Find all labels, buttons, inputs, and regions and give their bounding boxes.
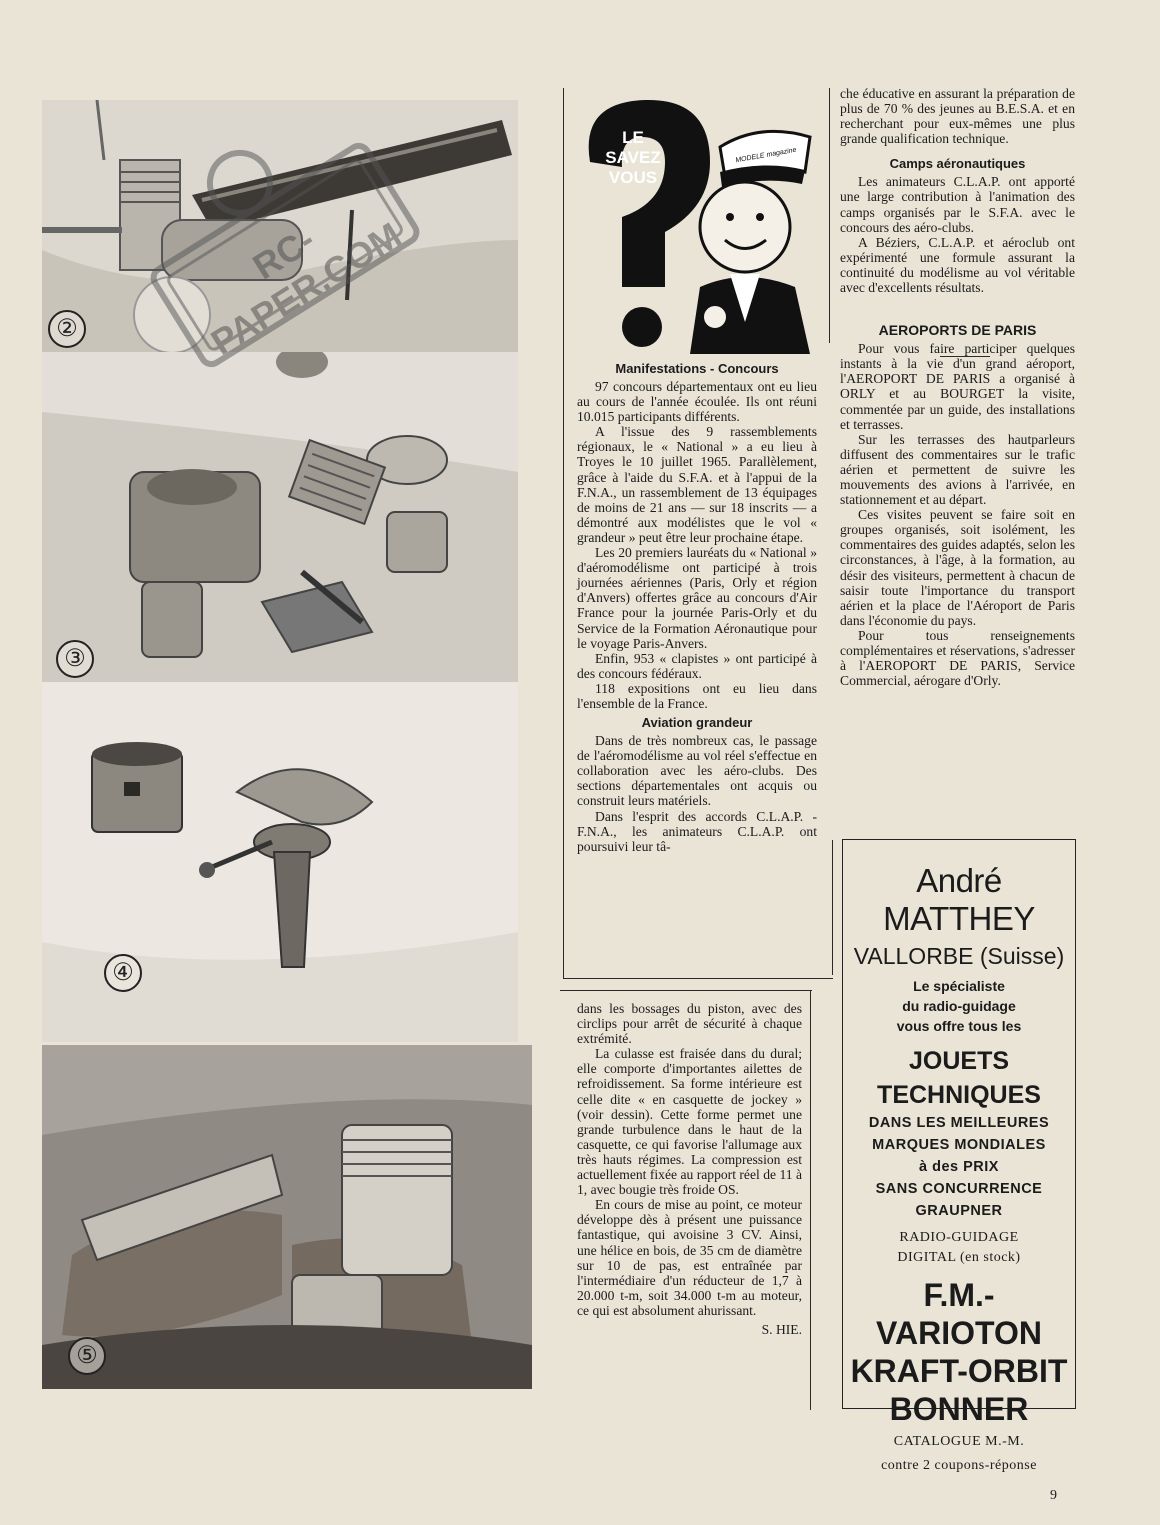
ad-coupon: contre 2 coupons-réponse bbox=[881, 1458, 1037, 1473]
block-rule bbox=[560, 990, 812, 991]
paragraph: 118 expositions ont eu lieu dans l'ensemble de la France. bbox=[577, 680, 817, 711]
column-divider bbox=[832, 840, 833, 975]
ad-catalogue: CATALOGUE M.-M. bbox=[893, 1434, 1025, 1449]
column-engine-article bbox=[577, 1001, 802, 1337]
cartoon-le-savez-vous bbox=[570, 92, 825, 354]
author-signature: S. HIE. bbox=[761, 1321, 802, 1337]
cartoon-title: LE SAVEZ VOUS bbox=[605, 128, 661, 187]
paragraph: Pour tous renseignements complémentaires et réservations, s'adresser à l'AEROPORT DE PARIS, Service Commercial, aérogare d'Orly. bbox=[840, 627, 1075, 689]
ad-line: vous offre tous les bbox=[896, 1018, 1022, 1034]
ad-line: MARQUES MONDIALES bbox=[872, 1137, 1046, 1153]
advertisement-matthey bbox=[842, 839, 1076, 1473]
ad-line: à des PRIX bbox=[919, 1159, 999, 1175]
paragraph: Enfin, 953 « clapistes » ont participé à des concours fédéraux. bbox=[577, 650, 817, 681]
column-divider bbox=[829, 88, 830, 343]
paragraph: En cours de mise au point, ce moteur développe dès à présent une puissance fantastique, qui avoisine 3 CV. Ainsi, une hélice en bois, de 35 cm de diamètre sur 10 de pas, est entraînée par l'intermédiaire d'un réducteur de 1,7 à 20.000 t-m, soit 34.000 t-m au moteur, ce qui est absolument ahurissant. bbox=[577, 1197, 802, 1318]
photo-engine-in-hands bbox=[42, 1045, 532, 1389]
page-number: 9 bbox=[1050, 1488, 1057, 1503]
paragraph: Les 20 premiers lauréats du « National » d'aéromodélisme ont participé à trois journées aériennes (Paris, Orly et région d'Anvers) offertes grâce au concours d'Air France pour la journée Paris-Orly et du Service de la Formation Aéronautique pour le voyage Paris-Anvers. bbox=[577, 545, 817, 651]
paragraph: dans les bossages du piston, avec des circlips pour arrêt de sécurité à chaque extrémité. bbox=[577, 1001, 802, 1047]
paragraph: Sur les terrasses des hautparleurs diffusent des commentaires sur le trafic aérien et permettent de suivre les mouvements des avions à l'arrivée, en stationnement et au départ. bbox=[840, 431, 1075, 508]
paragraph: Ces visites peuvent se faire soit en groupes organisés, soit isolément, les commentaires des guides adaptés, selon les circonstances, à l'âge, à la formation, au désir des visiteurs, permettent à chacun de saisir toute l'importance du transport aérien et la place de l'Aéroport de Paris dans l'économie du pays. bbox=[840, 507, 1075, 628]
column-manifestations bbox=[577, 357, 817, 854]
ad-line: DIGITAL (en stock) bbox=[897, 1250, 1021, 1265]
ad-line: DANS LES MEILLEURES bbox=[868, 1115, 1050, 1131]
heading-camps: Camps aéronautiques bbox=[889, 156, 1026, 172]
watermark-text: RC-PAPER.COM bbox=[203, 214, 409, 363]
ad-brand: F.M.-VARIOTON bbox=[876, 1277, 1042, 1351]
photo-piston-crankshaft bbox=[42, 682, 518, 1042]
photo-number: ④ bbox=[104, 954, 142, 992]
ad-city: VALLORBE (Suisse) bbox=[853, 943, 1065, 969]
photo-number: ③ bbox=[56, 640, 94, 678]
ad-brand: BONNER bbox=[889, 1391, 1029, 1427]
heading-aeroports: AEROPORTS DE PARIS bbox=[878, 322, 1037, 339]
ad-company-name: André MATTHEY bbox=[883, 862, 1035, 937]
paragraph: A l'issue des 9 rassemblements régionaux, le « National » a eu lieu à Troyes le 10 juillet 1965. Parallèlement, grâce à l'aide du S.F.A. et à l'appui de la F.N.A., un rassemblement de 13 équipages de moins de 21 ans — sur 18 inscrits — a démontré aux modélistes que le vol « grandeur » peut être leur prochaine étape. bbox=[577, 424, 817, 545]
column-divider bbox=[563, 88, 564, 978]
paragraph: A Béziers, C.L.A.P. et aéroclub ont expérimenté une formule assurant la continuité du modélisme au vol véritable avec d'excellents résultats. bbox=[840, 234, 1075, 296]
photo-number: ⑤ bbox=[68, 1337, 106, 1375]
ad-line: SANS CONCURRENCE bbox=[875, 1181, 1043, 1197]
ad-brand: KRAFT-ORBIT bbox=[850, 1353, 1068, 1389]
ad-brand: GRAUPNER bbox=[915, 1203, 1003, 1219]
ad-line: Le spécialiste bbox=[913, 978, 1005, 994]
ad-line: du radio-guidage bbox=[902, 998, 1016, 1014]
paragraph: La culasse est fraisée dans du dural; elle comporte d'importantes ailettes de refroidissement. Sa forme intérieure est celle dite « en casquette de jockey » (voir dessin). Cette forme permet une grande turbulence dans le haut de la casquette, ce qui favorise l'allumage aux très hauts régimes. La compression est actuellement fixée au rapport réel de 11 à 1, avec bougie très froide OS. bbox=[577, 1046, 802, 1198]
paragraph: Dans de très nombreux cas, le passage de l'aéromodélisme au vol réel s'effectue en collaboration avec les aéro-clubs. Des sections départementales ont acquis ou construit leurs matériels. bbox=[577, 733, 817, 809]
paragraph: che éducative en assurant la préparation de plus de 70 % des jeunes au B.E.S.A. et en recherchant pour eux-mêmes une plus grande qualification technique. bbox=[840, 86, 1075, 147]
photo-number: ② bbox=[48, 310, 86, 348]
paragraph: Les animateurs C.L.A.P. ont apporté une large contribution à l'animation des camps organisés par le S.F.A. avec le concours des aéro-clubs. bbox=[840, 174, 1075, 235]
heading-aviation-grandeur: Aviation grandeur bbox=[641, 715, 753, 731]
cartoon-cap-text: MODELE magazine bbox=[734, 146, 798, 165]
block-rule bbox=[563, 978, 833, 979]
paragraph: Dans l'esprit des accords C.L.A.P. - F.N.A., les animateurs C.L.A.P. ont poursuivi leur tâ- bbox=[577, 808, 817, 854]
column-camps-aeroports bbox=[840, 86, 1075, 688]
heading-manifestations: Manifestations - Concours bbox=[615, 361, 779, 376]
paragraph: 97 concours départementaux ont eu lieu au cours de l'année écoulée. Ils ont réuni 10.015 participants différents. bbox=[577, 379, 817, 425]
paragraph: Pour vous faire participer quelques instants à la vie d'un grand aéroport, l'AEROPORT DE PARIS a organisé à ORLY et au BOURGET la visite, commentée par un guide, des installations et terrasses. bbox=[840, 341, 1075, 432]
block-rule bbox=[810, 990, 811, 1410]
ad-line: RADIO-GUIDAGE bbox=[899, 1230, 1019, 1245]
ad-headline: JOUETS TECHNIQUES bbox=[877, 1047, 1041, 1109]
